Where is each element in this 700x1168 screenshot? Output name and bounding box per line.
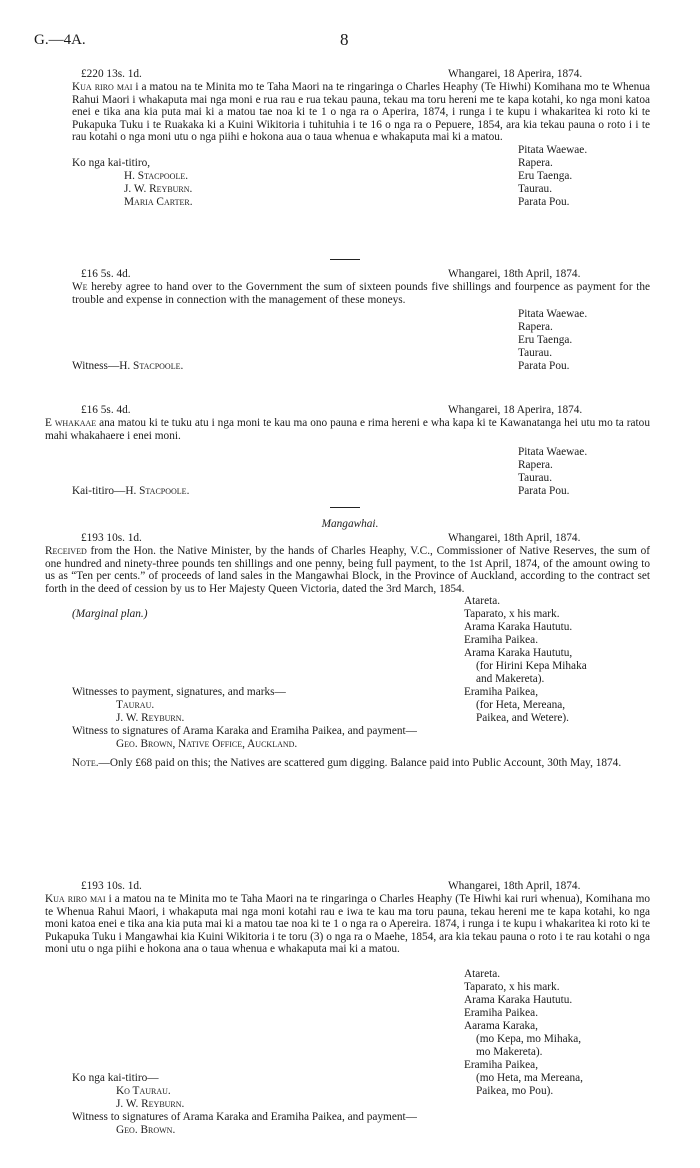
signatory: Pitata Waewae. [518, 446, 588, 459]
receipt-1 [72, 68, 650, 212]
place-date: Whangarei, 18th April, 1874. [448, 880, 581, 892]
signatory: Parata Pou. [518, 360, 570, 373]
signatory: Taurau. [518, 472, 553, 485]
witness: Ko Taurau. [116, 1084, 171, 1097]
amount: £16 5s. 4d. [81, 404, 131, 416]
witness-label: Ko nga kai-titiro, [72, 156, 151, 169]
marginal-note: (Marginal plan.) [72, 608, 148, 621]
witness2: Geo. Brown, Native Office, Auckland. [116, 738, 298, 751]
signatory: Taparato, x his mark. [464, 980, 560, 993]
signatory: Atareta. [464, 595, 501, 608]
receipt-5 [45, 880, 651, 1136]
signatory: Arama Karaka Haututu. [464, 993, 573, 1006]
signatory: Arama Karaka Haututu. [464, 621, 573, 634]
signatory: Rapera. [518, 156, 553, 169]
signatory: (mo Kepa, mo Mihaka, [476, 1032, 582, 1045]
signatory: (for Heta, Mereana, [476, 699, 566, 712]
receipt-text: We hereby agree to hand over to the Government the sum of sixteen pounds five shillings and fourpence as payment for the trouble and expense in connection with the management of these moneys. [72, 281, 650, 306]
receipt-2 [72, 268, 650, 374]
witness2-label: Witness to signatures of Arama Karaka and Eramiha Paikea, and payment— [72, 725, 417, 738]
receipt-text: Received from the Hon. the Native Minister, by the hands of Charles Heaphy, V.C., Commissioner of Native Reserves, the sum of one hundred and ninety-three pounds ten shillings and one penny, being full payment, to the 1st April, 1874, of the amount owing to us as “Ten per cents.” of proceeds of land sales in the Mangawhai Block, in the Province of Auckland, according to the contract set forth in the deed of cession by us to Her Majesty Queen Victoria, dated the 3rd March, 1854. [45, 545, 650, 595]
witness: J. W. Reyburn. [124, 182, 193, 195]
signatory: Eru Taenga. [518, 169, 573, 182]
receipt-text: Kua riro mai i a matou na te Minita mo te Taha Maori na te ringaringa o Charles Heaphy (Te Hiwhi) Komihana mo te Whenua Rahui Maori i whakaputa mai nga moni e rua rau e rua tekau pauna, tekau ma toru hereni me te kapa kotahi, ko nga moni katoa enei e tika ana kia puta mai ki a matou tae noa ki te 1 o nga ra o Aperira, 1874, i runga i te kupu i whakaritea ki roto ki te Pukapuka Tuku i te Ruakaka ki a Kuini Wikitoria i tuhituhia i te 16 o nga ra o Pepuere, 1854, ara kia tekau pauna o roto i i te rau kotahi o nga moni utu o nga piihi e hokona aua o taua whenua e whakaputa mai ki a matou. [72, 81, 650, 144]
witness-label: Ko nga kai-titiro— [72, 1071, 159, 1084]
section-heading: Mangawhai. [321, 518, 379, 530]
place-date: Whangarei, 18th April, 1874. [448, 532, 581, 544]
signature-block [72, 306, 650, 374]
signatory: (mo Heta, ma Mereana, [476, 1071, 583, 1084]
signatory: Parata Pou. [518, 195, 570, 208]
signatory: Aarama Karaka, [464, 1019, 539, 1032]
signature-block [72, 595, 650, 751]
signatory: Eru Taenga. [518, 334, 573, 347]
signature-block [72, 442, 650, 498]
receipt-3 [45, 404, 650, 498]
place-date: Whangarei, 18 Aperira, 1874. [448, 404, 583, 416]
signatory: Taparato, x his mark. [464, 608, 560, 621]
receipt-4 [45, 532, 650, 770]
section-divider [330, 259, 360, 260]
witness: Maria Carter. [124, 195, 193, 208]
witness2: Geo. Brown. [116, 1123, 176, 1136]
signature-block [72, 144, 650, 212]
signatory: (for Hirini Kepa Mihaka [476, 660, 587, 673]
signatory: and Makereta). [476, 673, 545, 686]
signature-block [72, 956, 650, 1136]
series-number: G.—4A. [34, 32, 86, 48]
signatory: Eramiha Paikea. [464, 634, 539, 647]
signatory: Pitata Waewae. [518, 143, 588, 156]
witness: J. W. Reyburn. [116, 712, 185, 725]
place-date: Whangarei, 18 Aperira, 1874. [448, 68, 583, 80]
signatory: mo Makereta). [476, 1045, 543, 1058]
signatory: Pitata Waewae. [518, 308, 588, 321]
signatory: Rapera. [518, 321, 553, 334]
receipt-text: E whakaae ana matou ki te tuku atu i nga moni te kau ma ono pauna e rima hereni e wha kapa ki te Kawanatanga hei utu mo ta ratou mahi whakahaere i enei moni. [45, 417, 650, 442]
signatory: Eramiha Paikea, [464, 686, 539, 699]
witness-label: Witnesses to payment, signatures, and marks— [72, 686, 286, 699]
page-header [34, 30, 666, 52]
amount: £193 10s. 1d. [81, 880, 142, 892]
signatory: Parata Pou. [518, 485, 570, 498]
note: Note.—Only £68 paid on this; the Natives are scattered gum digging. Balance paid into Public Account, 30th May, 1874. [72, 757, 622, 770]
witness2-label: Witness to signatures of Arama Karaka and Eramiha Paikea, and payment— [72, 1110, 417, 1123]
signatory: Taurau. [518, 182, 553, 195]
signatory: Eramiha Paikea. [464, 1006, 539, 1019]
page-number: 8 [340, 30, 349, 49]
section-divider [330, 507, 360, 508]
witness: J. W. Reyburn. [116, 1097, 185, 1110]
amount: £16 5s. 4d. [81, 268, 131, 280]
amount: £220 13s. 1d. [81, 68, 142, 80]
place-date: Whangarei, 18th April, 1874. [448, 268, 581, 280]
signatory: Taurau. [518, 347, 553, 360]
signatory: Arama Karaka Haututu, [464, 647, 573, 660]
signatory: Rapera. [518, 459, 553, 472]
witness: Taurau. [116, 699, 155, 712]
signatory: Paikea, and Wetere). [476, 712, 569, 725]
signatory: Eramiha Paikea, [464, 1058, 539, 1071]
amount: £193 10s. 1d. [81, 532, 142, 544]
witness: H. Stacpoole. [124, 169, 189, 182]
witness-line: Kai-titiro—H. Stacpoole. [72, 485, 190, 498]
receipt-text: Kua riro mai i a matou na te Minita mo te Taha Maori na te ringaringa o Charles Heaphy (Te Hiwhi kai ruri whenua), Komihana mo te Whenua Rahui Maori, i whakaputa mai nga moni kotahi rau e iwa te kau ma toru pauna, tekau hereni me te kapa kotahi, ko nga moni katoa enei e tika ana kia puta mai ki a matou tae noa ki te 1 o nga ra o Apereira. 1874, i runga i te kupu i whakaritea ki roto ki te Pukapuka Tuku i Mangawhai kia Kuini Wikitoria i te toru (3) o nga ra o Maehe, 1854, ara kia tekau pauna o roto i te rau kotahi o nga moni utu o nga piihi e hokona ana o taua whenua e whakaputa mai ki a matou. [45, 893, 651, 956]
signatory: Atareta. [464, 967, 501, 980]
signatory: Paikea, mo Pou). [476, 1084, 554, 1097]
witness-line: Witness—H. Stacpoole. [72, 360, 184, 373]
